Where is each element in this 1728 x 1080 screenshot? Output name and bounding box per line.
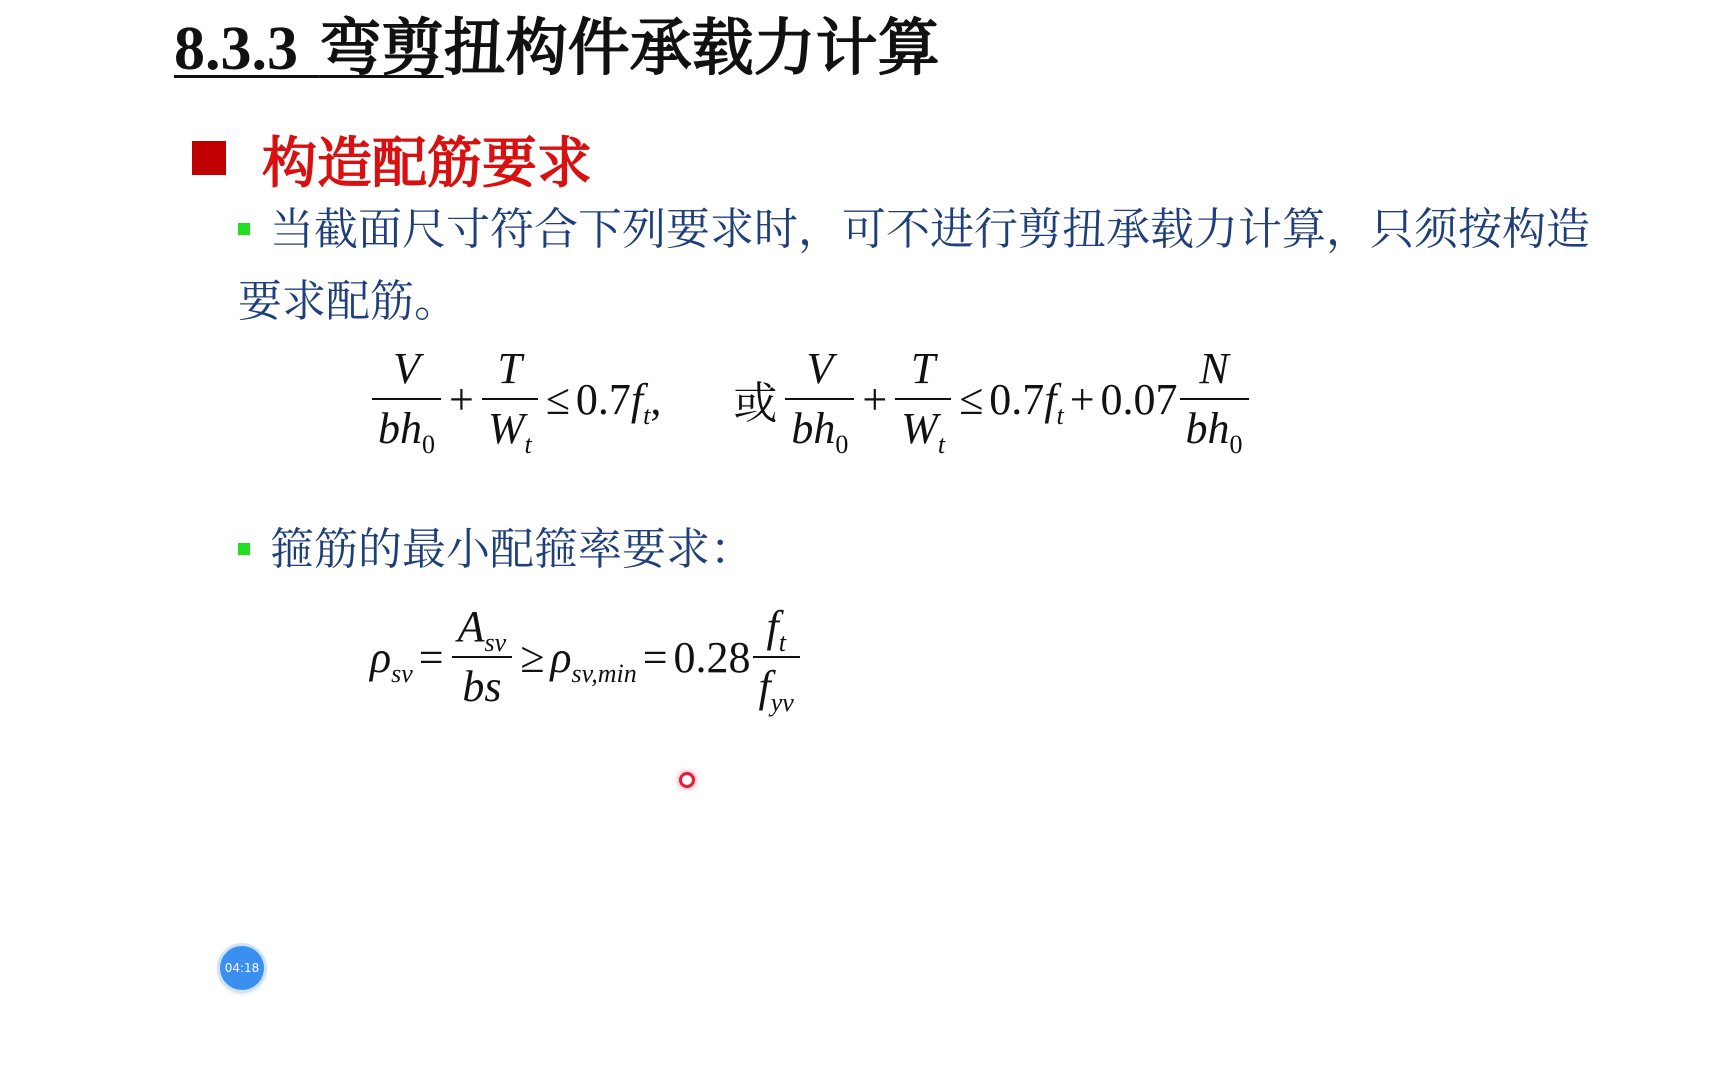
op-leq: ≤ — [545, 374, 570, 424]
bullet-2 — [238, 514, 938, 586]
denominator-wt — [482, 398, 538, 458]
numerator-t: T — [497, 344, 523, 393]
section-heading-text: 构造配筋要求 — [262, 129, 593, 195]
sub-t5: t — [778, 628, 786, 657]
fraction-v-bh0-2 — [785, 340, 854, 458]
formula-shear-torsion — [370, 340, 1251, 458]
denominator-bh0 — [372, 398, 441, 458]
sym-b2: b — [791, 404, 814, 453]
timer-text: 04:18 — [224, 961, 260, 975]
denominator-fyv — [753, 656, 800, 716]
sym-b: b — [378, 404, 400, 453]
sym-a: A — [457, 602, 485, 651]
coef-07: 0.7 — [575, 374, 631, 424]
coef-028: 0.28 — [673, 632, 751, 682]
sym-rho2: ρ — [550, 632, 572, 682]
term-rho-sv — [370, 632, 413, 688]
numerator-t2: T — [910, 344, 936, 393]
fraction-asv-bs — [452, 598, 513, 716]
sub-t3: t — [937, 430, 946, 459]
denominator-wt-2 — [895, 398, 951, 458]
sub-sv: sv — [391, 658, 413, 688]
sym-f4: f — [758, 662, 771, 711]
sym-h2: h — [813, 404, 836, 453]
fraction-v-bh0 — [372, 340, 441, 458]
sym-w2: W — [901, 404, 938, 453]
fraction-n-bh0 — [1180, 340, 1249, 458]
sub-sv2: sv — [484, 628, 507, 657]
op-plus: + — [449, 374, 474, 424]
formula-min-stirrup-ratio — [370, 598, 802, 716]
comma: , — [650, 374, 662, 424]
title-underlined — [174, 11, 444, 84]
op-plus3: + — [1069, 374, 1095, 424]
term-rho-svmin — [550, 632, 637, 688]
laser-pointer-icon — [679, 772, 695, 788]
term-07ft — [575, 374, 662, 430]
sub-svmin: sv,min — [571, 658, 637, 688]
term-07ft-2 — [989, 374, 1064, 430]
sub-t: t — [524, 430, 532, 459]
sym-rho: ρ — [370, 632, 392, 682]
slide-title — [174, 8, 940, 89]
sym-f2: f — [1044, 374, 1057, 424]
sub-zero: 0 — [422, 430, 435, 459]
green-square-icon — [238, 543, 250, 555]
word-or: 或 — [733, 378, 778, 429]
denominator-bs: bs — [452, 656, 513, 716]
coef-007: 0.07 — [1100, 374, 1178, 424]
sym-b3: b — [1185, 404, 1208, 453]
timer-badge[interactable] — [220, 946, 264, 990]
title-number: 8.3.3 — [174, 15, 298, 83]
sym-f3: f — [766, 602, 779, 651]
fraction-t-wt — [482, 340, 538, 458]
red-square-icon — [192, 141, 226, 175]
sub-t4: t — [1056, 400, 1064, 430]
numerator-n: N — [1199, 344, 1229, 393]
sub-zero2: 0 — [835, 430, 849, 459]
sym-f: f — [630, 374, 644, 424]
denominator-bh0-2 — [785, 398, 854, 458]
title-rest: 扭构件承载力计算 — [443, 11, 940, 84]
fraction-t-wt-2 — [895, 340, 951, 458]
bullet-2-text: 箍筋的最小配箍率要求： — [270, 524, 754, 575]
coef-07-2: 0.7 — [989, 374, 1045, 424]
bullet-1 — [238, 194, 1618, 338]
op-leq2: ≤ — [959, 374, 984, 424]
numerator-v2: V — [806, 344, 834, 393]
denominator-bh0-3 — [1180, 398, 1249, 458]
sub-zero3: 0 — [1229, 430, 1243, 459]
fraction-ft-fyv — [753, 598, 800, 716]
green-square-icon — [238, 223, 250, 235]
sym-w: W — [487, 404, 525, 453]
sub-t2: t — [643, 400, 651, 430]
op-geq: ≥ — [520, 632, 545, 682]
op-eq2: = — [642, 632, 668, 682]
section-heading — [192, 118, 592, 198]
numerator-ft — [753, 598, 800, 656]
numerator-v: V — [393, 344, 420, 393]
title-underlined-text: 弯剪 — [319, 11, 444, 84]
bullet-1-text: 当截面尺寸符合下列要求时，可不进行剪扭承载力计算，只须按构造要求配筋。 — [238, 204, 1590, 327]
op-eq: = — [418, 632, 444, 682]
op-plus2: + — [862, 374, 888, 424]
sym-h: h — [400, 404, 422, 453]
numerator-asv — [452, 598, 513, 656]
sub-yv: yv — [770, 688, 794, 717]
sym-h3: h — [1207, 404, 1230, 453]
